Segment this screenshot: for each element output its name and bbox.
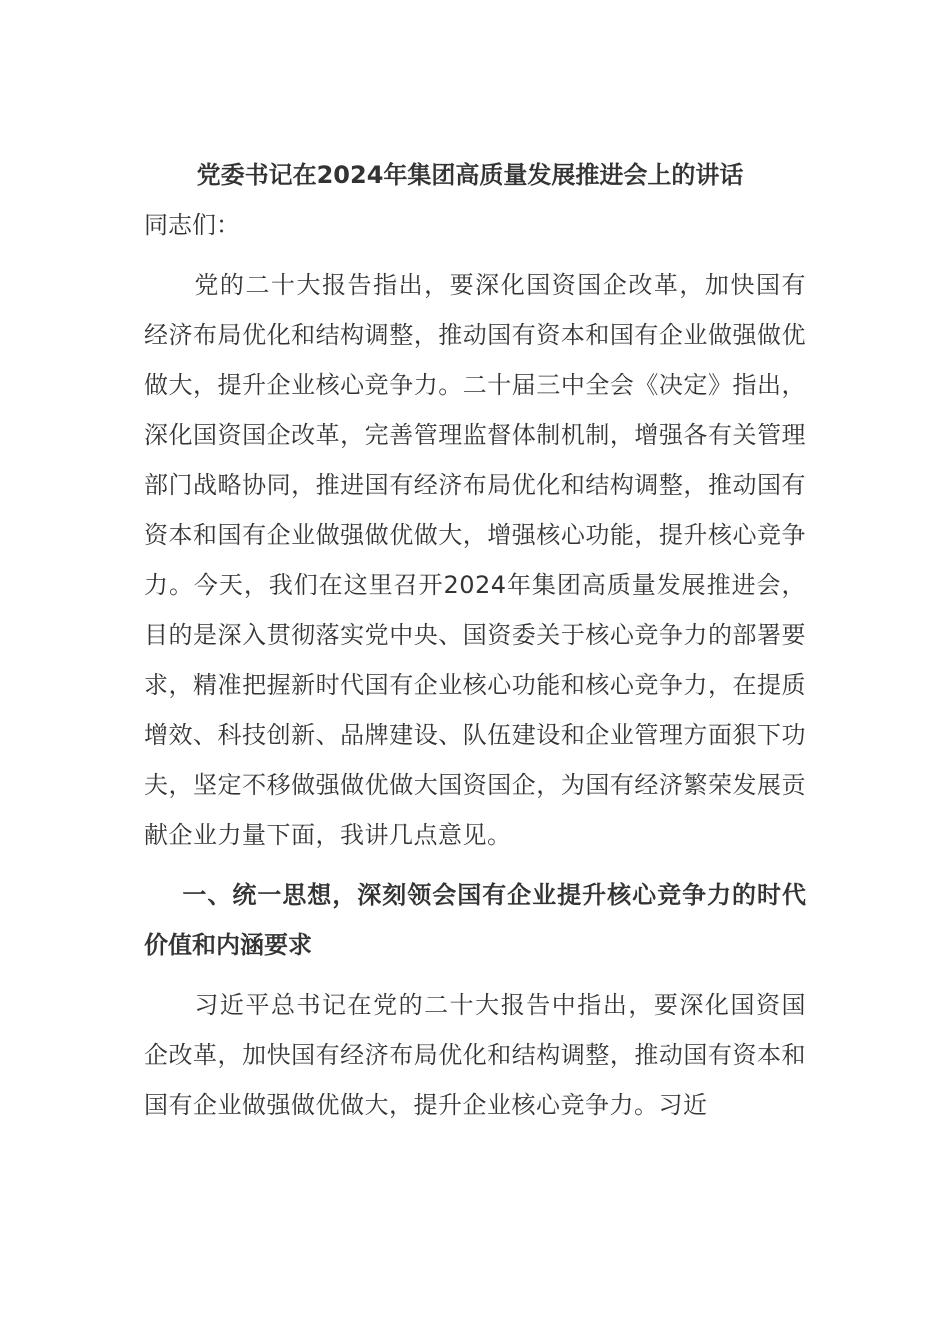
paragraph-section-1: 习近平总书记在党的二十大报告中指出，要深化国资国企改革，加快国有经济布局优化和结构调整，推动国有资本和国有企业做强做优做大，提升企业核心竞争力。习近	[144, 991, 806, 1119]
document-title: 党委书记在2024年集团高质量发展推进会上的讲话	[196, 161, 744, 189]
paragraph-intro: 党的二十大报告指出，要深化国资国企改革，加快国有经济布局优化和结构调整，推动国有资本和国有企业做强做优做大，提升企业核心竞争力。二十届三中全会《决定》指出，深化国资国企改革，完善管理监督体制机制，增强各有关管理部门战略协同，推进国有经济布局优化和结构调整，推动国有资本和国有企业做强做优做大，增强核心功能，提升核心竞争力。今天，我们在这里召开2024年集团高质量发展推进会，目的是深入贯彻落实党中央、国资委关于核心竞争力的部署要求，精准把握新时代国有企业核心功能和核心竞争力，在提质增效、科技创新、品牌建设、队伍建设和企业管理方面狠下功夫，坚定不移做强做优做大国资国企，为国有经济繁荣发展贡献企业力量下面，我讲几点意见。	[144, 271, 806, 849]
section-heading-1: 一、统一思想，深刻领会国有企业提升核心竞争力的时代价值和内涵要求	[144, 881, 806, 959]
document-body	[144, 150, 806, 1140]
salutation: 同志们：	[144, 211, 240, 239]
